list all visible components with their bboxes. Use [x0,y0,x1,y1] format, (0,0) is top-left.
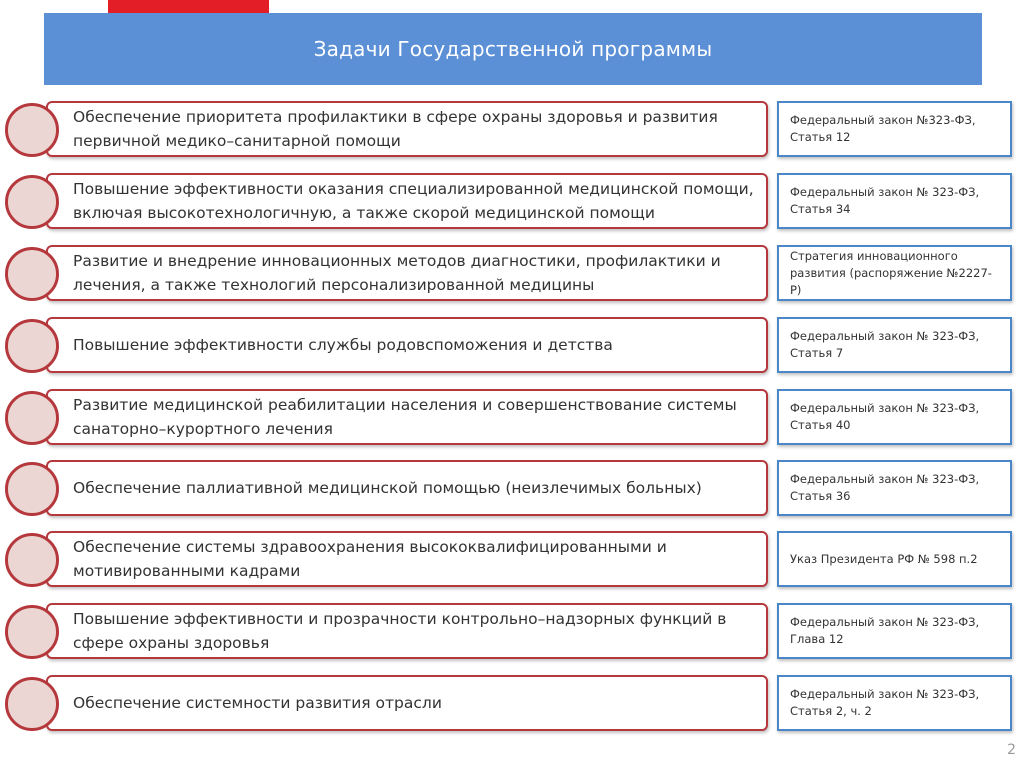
task-text: Повышение эффективности и прозрачности контрольно–надзорных функций в сфере охраны здоровья [73,610,727,652]
task-row [0,245,1024,303]
bullet-circle [5,319,59,373]
task-box [46,389,768,445]
law-reference-text: Указ Президента РФ № 598 п.2 [790,551,978,566]
task-row [0,101,1024,159]
bullet-circle [5,103,59,157]
law-reference-text: Федеральный закон № 323-ФЗ, Статья 34 [790,185,980,216]
task-row [0,460,1024,518]
law-reference-box [777,675,1012,731]
task-box [46,675,768,731]
law-reference-text: Федеральный закон № 323-ФЗ, Статья 40 [790,401,980,432]
law-reference-text: Федеральный закон № 323-ФЗ, Глава 12 [790,615,980,646]
task-box [46,317,768,373]
task-row [0,389,1024,447]
task-row [0,531,1024,589]
task-text: Обеспечение системы здравоохранения высококвалифицированными и мотивированными кадрами [73,538,667,580]
header-banner [44,13,982,85]
task-box [46,101,768,157]
law-reference-box [777,101,1012,157]
task-box [46,531,768,587]
bullet-circle [5,247,59,301]
task-text: Повышение эффективности оказания специализированной медицинской помощи, включая высокотехнологичную, а также скорой медицинской помощи [73,180,754,222]
task-text: Развитие медицинской реабилитации населения и совершенствование системы санаторно–курортного лечения [73,396,737,438]
task-box [46,245,768,301]
task-text: Повышение эффективности службы родовспоможения и детства [73,336,613,354]
task-row [0,317,1024,375]
task-text: Обеспечение системности развития отрасли [73,694,442,712]
law-reference-box [777,531,1012,587]
law-reference-text: Федеральный закон № 323-ФЗ, Статья 36 [790,472,980,503]
top-accent-bar [108,0,269,13]
task-text: Обеспечение приоритета профилактики в сфере охраны здоровья и развития первичной медико–санитарной помощи [73,108,718,150]
law-reference-box [777,389,1012,445]
bullet-circle [5,391,59,445]
law-reference-box [777,317,1012,373]
law-reference-text: Федеральный закон № 323-ФЗ, Статья 7 [790,329,980,360]
task-box [46,603,768,659]
task-text: Обеспечение паллиативной медицинской помощью (неизлечимых больных) [73,479,702,497]
task-box [46,460,768,516]
law-reference-box [777,245,1012,301]
bullet-circle [5,175,59,229]
law-reference-box [777,460,1012,516]
page-title: Задачи Государственной программы [313,37,713,61]
bullet-circle [5,533,59,587]
task-row [0,603,1024,661]
task-box [46,173,768,229]
law-reference-text: Федеральный закон № 323-ФЗ, Статья 2, ч. 2 [790,687,980,718]
page-number: 2 [1007,742,1016,758]
task-row [0,173,1024,231]
bullet-circle [5,462,59,516]
task-row [0,675,1024,733]
law-reference-box [777,603,1012,659]
law-reference-text: Федеральный закон №323-ФЗ, Статья 12 [790,113,976,144]
law-reference-text: Стратегия инновационного развития (распоряжение №2227-Р) [790,248,992,297]
task-text: Развитие и внедрение инновационных методов диагностики, профилактики и лечения, а также технологий персонализированной медицины [73,252,721,294]
law-reference-box [777,173,1012,229]
bullet-circle [5,677,59,731]
bullet-circle [5,605,59,659]
